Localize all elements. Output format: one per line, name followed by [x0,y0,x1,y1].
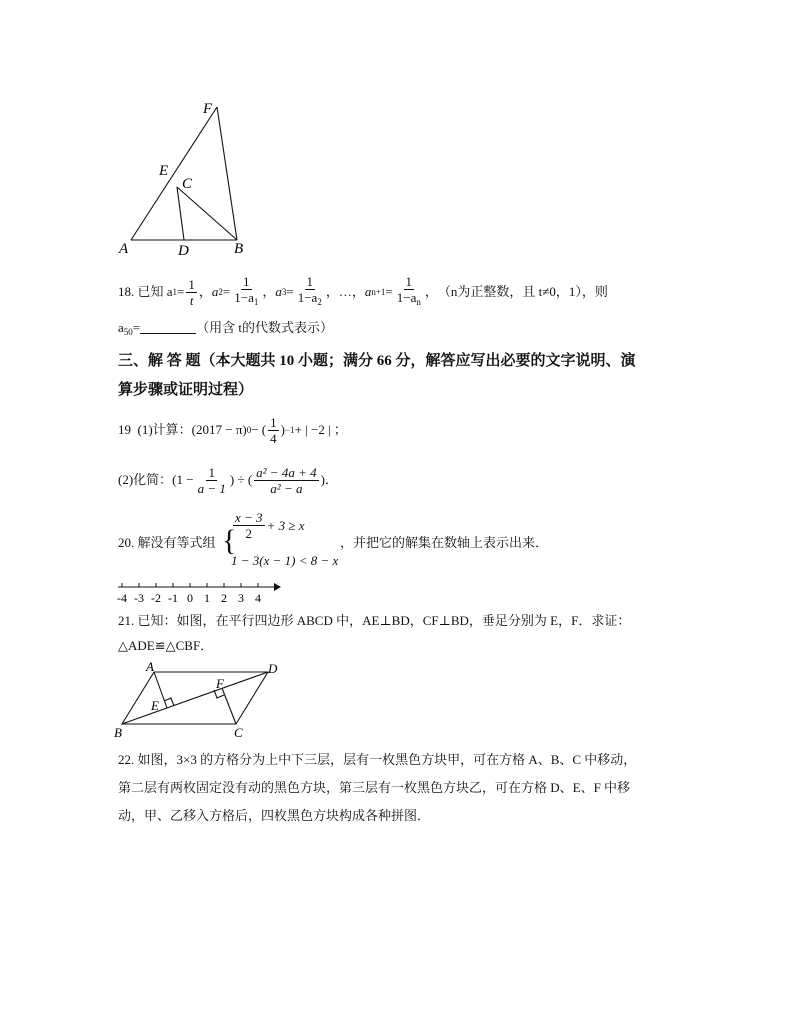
q19-frac-poly: $\frac{\text{a² − 4a + 4}}{\text{a² − a}}$ [256,464,317,496]
q18-condition: （n为正整数，且 t≠0，1），则 [437,284,608,299]
number-line-label: -2 [151,591,161,605]
number-line-label: -3 [134,591,144,605]
label-D: D [268,661,278,676]
q20-number: 20. [118,535,135,550]
q18-answer-line: $a_{50}=$ （用含 t的代数式表示） [118,320,333,337]
q19-div: ) ÷ ( [229,472,253,487]
number-line-label: 3 [238,591,244,605]
q18-frac-a2: $\frac{1}{1-a_1}$ [234,274,259,307]
question-19-part2 [118,460,338,500]
parallelogram-figure-21 [112,660,287,740]
label-B: B [114,725,122,740]
q18-a50: a [118,320,124,335]
q18-a3: a [275,284,282,299]
segment-CD [177,187,184,240]
number-line-label: -1 [168,591,178,605]
number-line-label: -4 [117,591,127,605]
label-D: D [178,243,189,259]
number-line-arrow [274,583,281,591]
q19-frac-quarter: $\frac{1}{4}$ [270,414,277,446]
q18-answer-blank[interactable] [140,321,196,334]
q18-frac-a1: $\frac{1}{t}$ [188,276,195,308]
triangle-figure-17 [115,95,275,260]
q18-ellipsis: ，…， [325,284,365,299]
segment-AF [131,107,217,240]
q18-a2: a [211,284,219,299]
number-line-label: 4 [255,591,261,605]
question-22-line2: 第二层有两枚固定没有动的黑色方块，第三层有一枚黑色方块乙，可在方格 D、E、F 中移 [118,780,631,795]
question-21-line1: 21. 已知：如图，在平行四边形 ABCD 中，AE⊥BD，CF⊥BD，垂足分别为 E，F．求证： [118,613,631,628]
q20-tail: ，并把它的解集在数轴上表示出来． [340,535,549,550]
label-C: C [234,725,243,740]
number-line-label: 0 [187,591,193,605]
q19-part1-lead: (1)计算：(2017 − π) [137,422,247,437]
label-F: F [216,676,224,691]
q19-minus-paren: − ( [251,422,267,437]
q19-end: )． [320,472,338,487]
q20-inequality-1: $\frac{x - 3}{2}$ + 3 ≥ x [235,510,305,541]
q19-close: ) [280,422,285,437]
label-C: C [182,176,193,192]
question-22-line1: 22. 如图，3×3 的方格分为上中下三层，层有一枚黑色方块甲，可在方格 A、B、C 中移动， [118,752,637,767]
q18-a1-eq: = [177,284,185,299]
segment-FB [217,107,237,240]
q18-number: 18. [118,284,135,299]
number-line [112,580,282,608]
section-3-heading-line2: 算步骤或证明过程） [118,382,254,398]
question-20-lead [118,535,216,551]
q18-frac-a3: $\frac{1}{1-a_2}$ [297,274,322,307]
label-A: A [119,241,129,257]
question-19-part1: 19 (1)计算：(2017 − π) 0 − ( $\frac{1}{4}$ ) −1 + | −2 | ； [118,414,347,446]
diagonal-BD [122,672,268,724]
label-E: E [151,698,159,713]
number-line-label: 2 [221,591,227,605]
q18-an1: a [364,284,372,299]
q19-part2-lead: (2)化简：(1 − [118,472,194,487]
q20-lead: 解没有等式组 [137,535,216,550]
q19-frac-1-over-a-1: $\frac{1}{a - 1}$ [197,464,226,496]
q18-frac-an1: $\frac{1}{1-a_n}$ [396,274,421,307]
label-A: A [146,660,154,674]
label-B: B [234,241,244,257]
q20-brace: { [222,524,237,557]
question-21-line2: △ADE≌△CBF． [118,638,214,653]
q19-abs-part: + | −2 | ； [294,422,347,437]
label-E: E [159,163,169,179]
number-line-label: 1 [204,591,210,605]
q18-lead: 已知 a [137,284,173,299]
segment-CB [177,187,237,240]
segment-CF [222,688,236,724]
section-3-heading-line1: 三、解 答 题（本大题共 10 小题；满分 66 分，解答应写出必要的文字说明、演 [118,353,636,369]
question-18: 18. 已知 a 1 = $\frac{1}{t}$ ， a 2 = $\frac{1}{1-a_1}$ ， a 3 = $\frac{1}{1-a_2}$ ，…， a n+1 = $\frac{1}{1-a_n}$ ， （n为正整数，且 t≠0，1），则 [118,270,608,314]
q18-tail: （用含 t的代数式表示） [196,320,333,335]
label-F: F [203,101,213,117]
question-22-line3: 动，甲、乙移入方格后，四枚黑色方块构成各种拼图． [118,808,431,823]
q19-number: 19 [118,422,131,437]
q20-inequality-2: 1 − 3(x − 1) < 8 − x [231,553,339,568]
